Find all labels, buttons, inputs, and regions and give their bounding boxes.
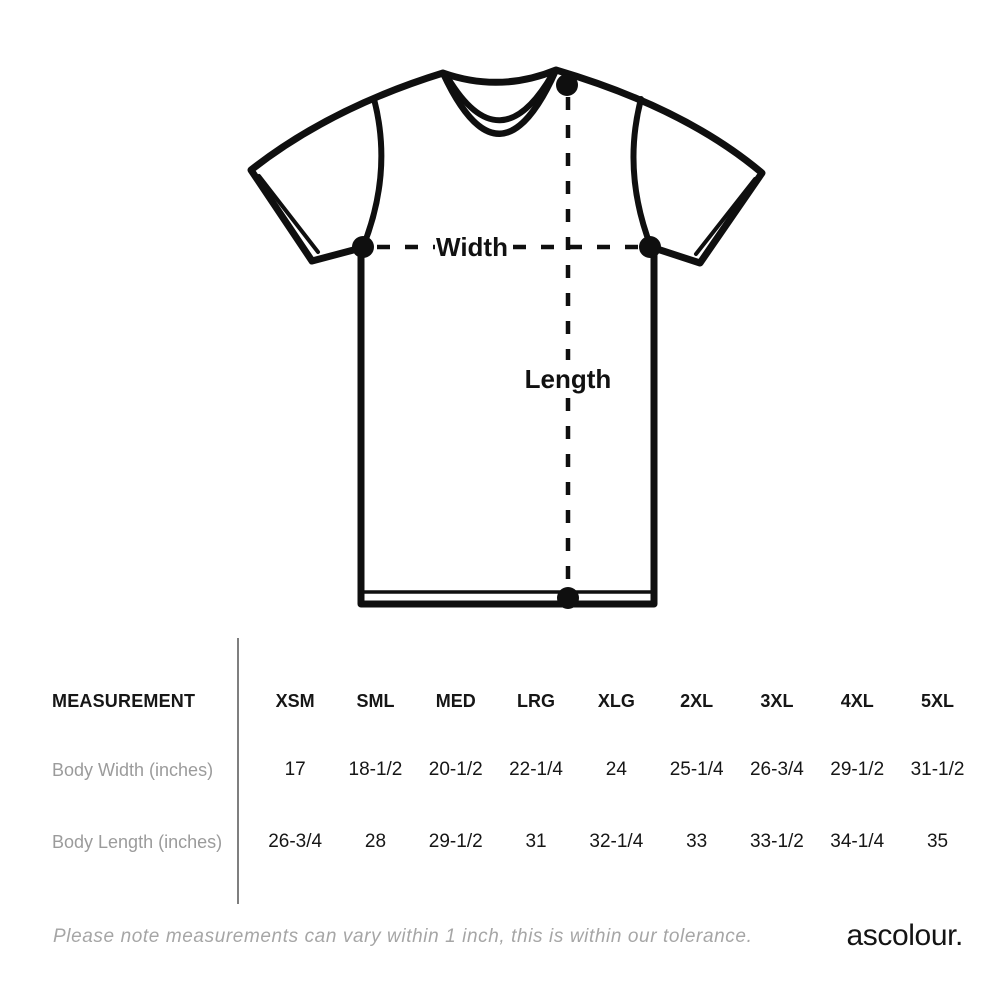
body-length-row bbox=[0, 826, 978, 858]
body-width-value-xsm: 17 bbox=[284, 759, 306, 780]
body-length-value-4xl: 34-1/4 bbox=[830, 831, 885, 852]
body-length-value-3xl: 33-1/2 bbox=[749, 831, 804, 852]
body-length-value-xlg: 32-1/4 bbox=[589, 831, 644, 852]
size-col-header-med: MED bbox=[435, 690, 476, 711]
width-dimension-label: Width bbox=[436, 232, 508, 262]
size-col-header-2xl: 2XL bbox=[680, 690, 714, 711]
size-col-header-3xl: 3XL bbox=[760, 690, 794, 711]
body-length-value-lrg: 31 bbox=[525, 831, 547, 852]
body-width-row-label: Body Width (inches) bbox=[52, 759, 214, 780]
body-width-value-med: 20-1/2 bbox=[428, 759, 483, 780]
size-col-header-sml: SML bbox=[356, 690, 395, 711]
length-dimension-label: Length bbox=[524, 364, 612, 394]
body-width-value-4xl: 29-1/2 bbox=[830, 759, 885, 780]
size-col-header-lrg: LRG bbox=[517, 690, 556, 711]
body-length-row-label: Body Length (inches) bbox=[52, 831, 223, 852]
tshirt-outline-shape bbox=[251, 70, 762, 604]
size-col-header-5xl: 5XL bbox=[921, 690, 955, 711]
right-underarm-dot bbox=[639, 236, 661, 258]
tolerance-note: Please note measurements can vary within 1 inch, this is within our tolerance. bbox=[53, 926, 753, 947]
body-length-value-5xl: 35 bbox=[926, 831, 949, 852]
body-length-value-xsm: 26-3/4 bbox=[268, 831, 323, 852]
size-table-header-row bbox=[0, 686, 978, 716]
size-col-header-xlg: XLG bbox=[597, 690, 635, 711]
size-col-header-xsm: XSM bbox=[275, 690, 315, 711]
body-width-row bbox=[0, 754, 978, 786]
shoulder-point-dot bbox=[556, 74, 578, 96]
body-length-value-sml: 28 bbox=[364, 831, 387, 852]
left-underarm-dot bbox=[352, 236, 374, 258]
body-width-value-sml: 18-1/2 bbox=[348, 759, 403, 780]
body-width-value-3xl: 26-3/4 bbox=[749, 759, 804, 780]
hem-point-dot bbox=[557, 587, 579, 609]
size-col-header-4xl: 4XL bbox=[840, 690, 874, 711]
body-length-value-2xl: 33 bbox=[686, 831, 708, 852]
body-width-value-lrg: 22-1/4 bbox=[509, 759, 563, 780]
body-width-value-xlg: 24 bbox=[605, 759, 627, 780]
measurement-header: MEASUREMENT bbox=[52, 690, 196, 711]
body-width-value-2xl: 25-1/4 bbox=[669, 759, 724, 780]
body-length-value-med: 29-1/2 bbox=[428, 831, 483, 852]
body-width-value-5xl: 31-1/2 bbox=[910, 759, 965, 780]
ascolour-logo: ascolour. bbox=[846, 919, 963, 952]
